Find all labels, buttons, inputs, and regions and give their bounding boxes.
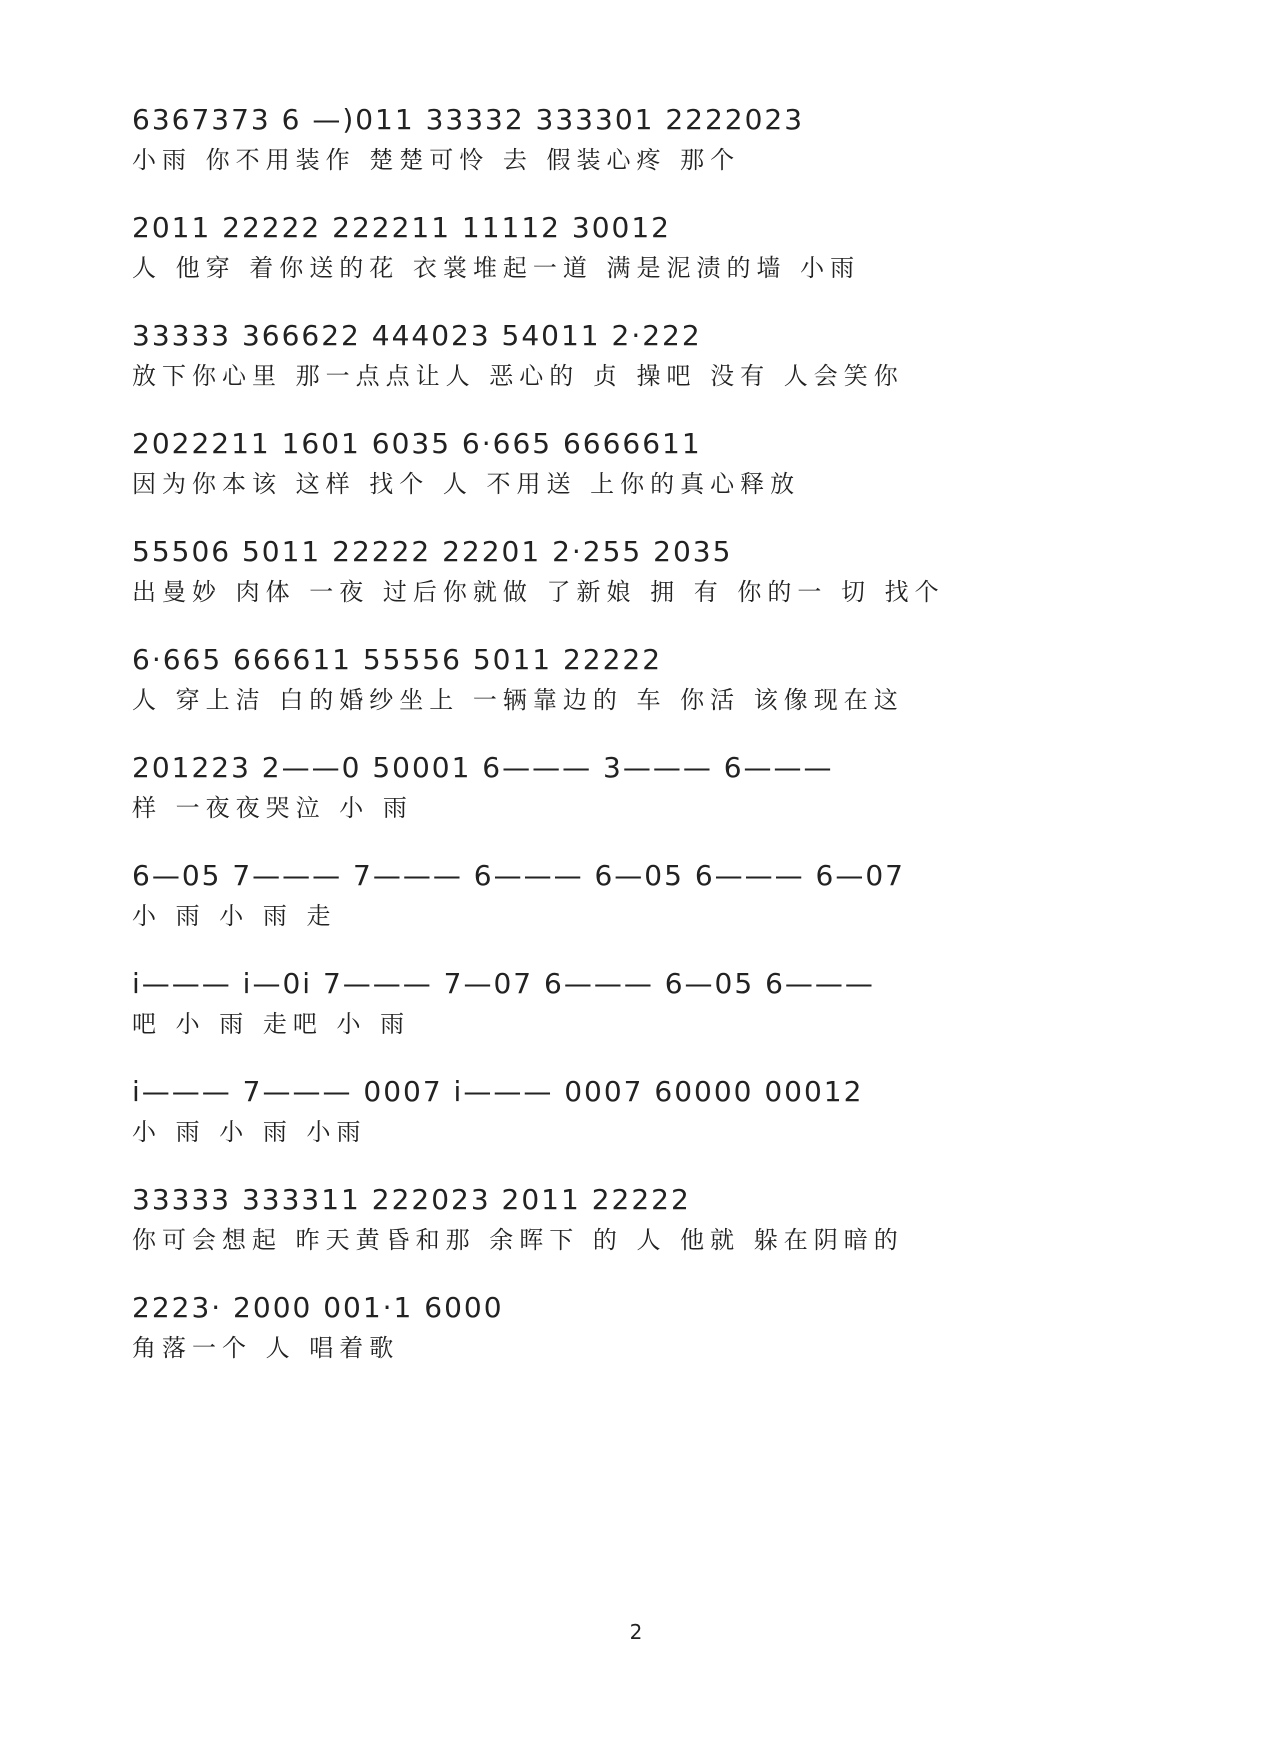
lyric-line: 小 雨 小 雨 走	[132, 902, 337, 930]
notation-line: 2022211 1601 6035 6·665 6666611	[132, 427, 702, 460]
score-system	[132, 316, 1156, 406]
notation-line: 2223· 2000 001·1 6000	[132, 1291, 504, 1324]
notation-line: 6·665 666611 55556 5011 22222	[132, 643, 663, 676]
notation-line: i——— i—0i 7——— 7—07 6——— 6—05 6———	[132, 967, 875, 1000]
notation-line: 33333 333311 222023 2011 22222	[132, 1183, 691, 1216]
lyric-line: 小雨 你不用装作 楚楚可怜 去 假装心疼 那个	[132, 146, 741, 174]
score-system	[132, 424, 1156, 514]
lyric-line: 样 一夜夜哭泣 小 雨	[132, 794, 413, 822]
score-system	[132, 964, 1156, 1054]
lyric-line: 人 他穿 着你送的花 衣裳堆起一道 满是泥渍的墙 小雨	[132, 254, 861, 282]
score-system	[132, 1180, 1156, 1270]
notation-line: 2011 22222 222211 11112 30012	[132, 211, 671, 244]
score-system	[132, 748, 1156, 838]
score-system	[132, 100, 1156, 190]
notation-line: 33333 366622 444023 54011 2·222	[132, 319, 702, 352]
lyric-line: 出曼妙 肉体 一夜 过后你就做 了新娘 拥 有 你的一 切 找个	[132, 578, 945, 606]
score-system	[132, 532, 1156, 622]
lyric-line: 小 雨 小 雨 小雨	[132, 1118, 367, 1146]
notation-line: 201223 2——0 50001 6——— 3——— 6———	[132, 751, 834, 784]
notation-line: 6—05 7——— 7——— 6——— 6—05 6——— 6—07	[132, 859, 905, 892]
page-number: 2	[629, 1620, 643, 1644]
lyric-line: 吧 小 雨 走吧 小 雨	[132, 1010, 411, 1038]
score-system	[132, 640, 1156, 730]
notation-line: 55506 5011 22222 22201 2·255 2035	[132, 535, 733, 568]
notation-line: 6367373 6 —)011 33332 333301 2222023	[132, 103, 805, 136]
score-system	[132, 1288, 1156, 1378]
score-system	[132, 208, 1156, 298]
lyric-line: 放下你心里 那一点点让人 恶心的 贞 操吧 没有 人会笑你	[132, 362, 904, 390]
lyric-line: 你可会想起 昨天黄昏和那 余晖下 的 人 他就 躲在阴暗的	[132, 1226, 904, 1254]
score-system	[132, 856, 1156, 946]
lyric-line: 人 穿上洁 白的婚纱坐上 一辆靠边的 车 你活 该像现在这	[132, 686, 904, 714]
lyric-line: 角落一个 人 唱着歌	[132, 1334, 400, 1362]
lyric-line: 因为你本该 这样 找个 人 不用送 上你的真心释放	[132, 470, 801, 498]
score-system	[132, 1072, 1156, 1162]
notation-line: i——— 7——— 0007 i——— 0007 60000 00012	[132, 1075, 864, 1108]
